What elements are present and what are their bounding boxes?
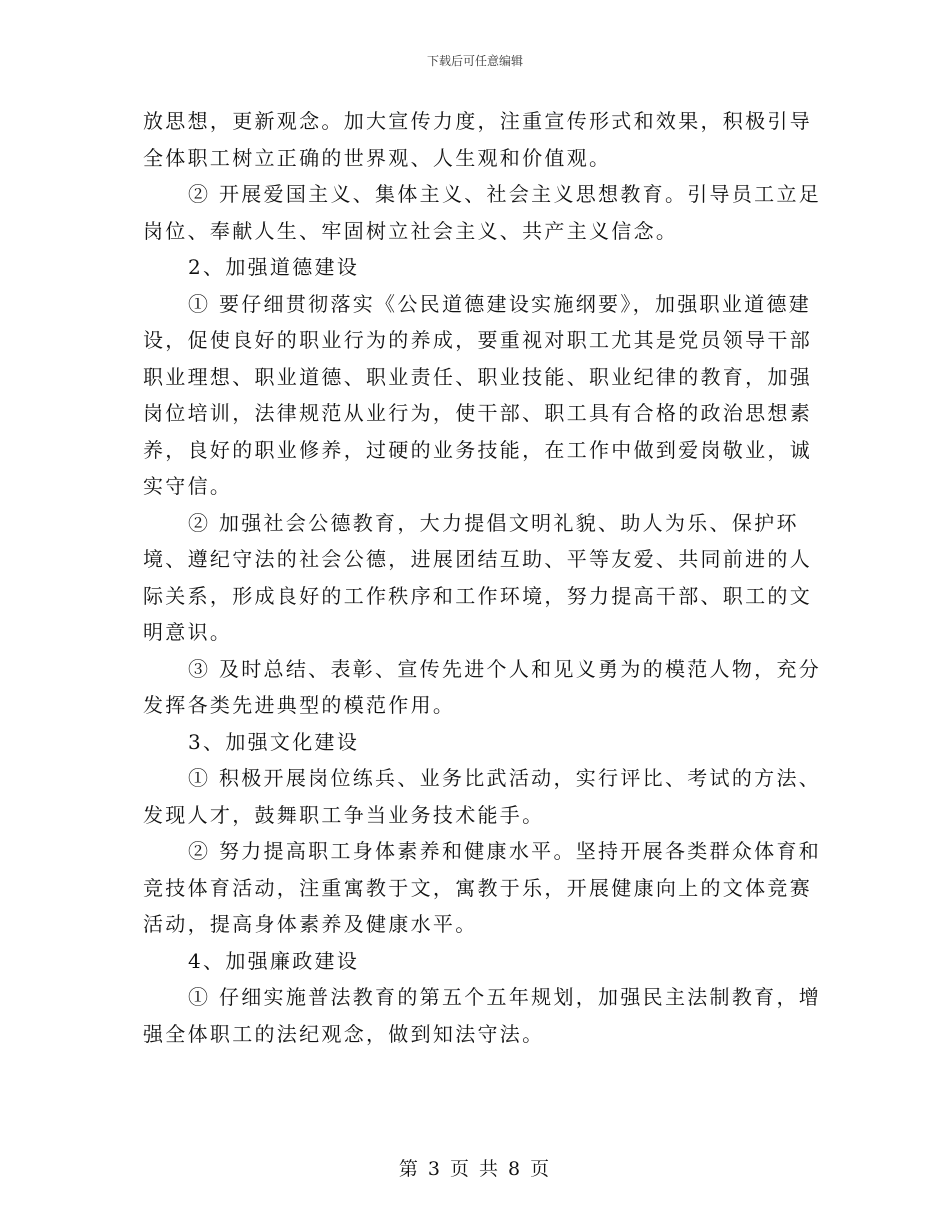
paragraph-patriotism-education: ② 开展爱国主义、集体主义、社会主义思想教育。引导员工立足岗位、奉献人生、牢固树立社会主义、共产主义信念。 <box>143 182 822 243</box>
page-number-footer: 第 3 页 共 8 页 <box>398 1158 552 1180</box>
page-header-note: 下载后可任意编辑 <box>426 54 523 68</box>
section-heading-moral: 2、加强道德建设 <box>188 255 360 279</box>
paragraph-role-models: ③ 及时总结、表彰、宣传先进个人和见义勇为的模范人物，充分发挥各类先进典型的模范作用。 <box>143 656 822 717</box>
paragraph-professional-ethics: ① 要仔细贯彻落实《公民道德建设实施纲要》，加强职业道德建设，促使良好的职业行为的养成，要重视对职工尤其是党员领导干部职业理想、职业道德、职业责任、职业技能、职业纪律的教育，加强岗位培训，法律规范从业行为，使干部、职工具有合格的政治思想素养，良好的职业修养，过硬的业务技能，在工作中做到爱岗敬业，诚实守信。 <box>143 291 812 498</box>
section-heading-culture: 3、加强文化建设 <box>188 729 360 754</box>
section-heading-integrity: 4、加强廉政建设 <box>188 948 360 973</box>
paragraph-skills-competition: ① 积极开展岗位练兵、业务比武活动，实行评比、考试的方法、发现人才，鼓舞职工争当业务技术能手。 <box>143 766 822 827</box>
paragraph-legal-education: ① 仔细实施普法教育的第五个五年规划，加强民主法制教育，增强全体职工的法纪观念，做到知法守法。 <box>143 985 822 1046</box>
document-body <box>143 103 833 1052</box>
paragraph-health-sports: ② 努力提高职工身体素养和健康水平。坚持开展各类群众体育和竞技体育活动，注重寓教于文，寓教于乐，开展健康向上的文体竞赛活动，提高身体素养及健康水平。 <box>143 839 822 936</box>
paragraph-continuation: 放思想，更新观念。加大宣传力度，注重宣传形式和效果，积极引导全体职工树立正确的世界观、人生观和价值观。 <box>143 109 812 170</box>
paragraph-social-ethics: ② 加强社会公德教育，大力提倡文明礼貌、助人为乐、保护环境、遵纪守法的社会公德，进展团结互助、平等友爱、共同前进的人际关系，形成良好的工作秩序和工作环境，努力提高干部、职工的文明意识。 <box>143 510 812 644</box>
